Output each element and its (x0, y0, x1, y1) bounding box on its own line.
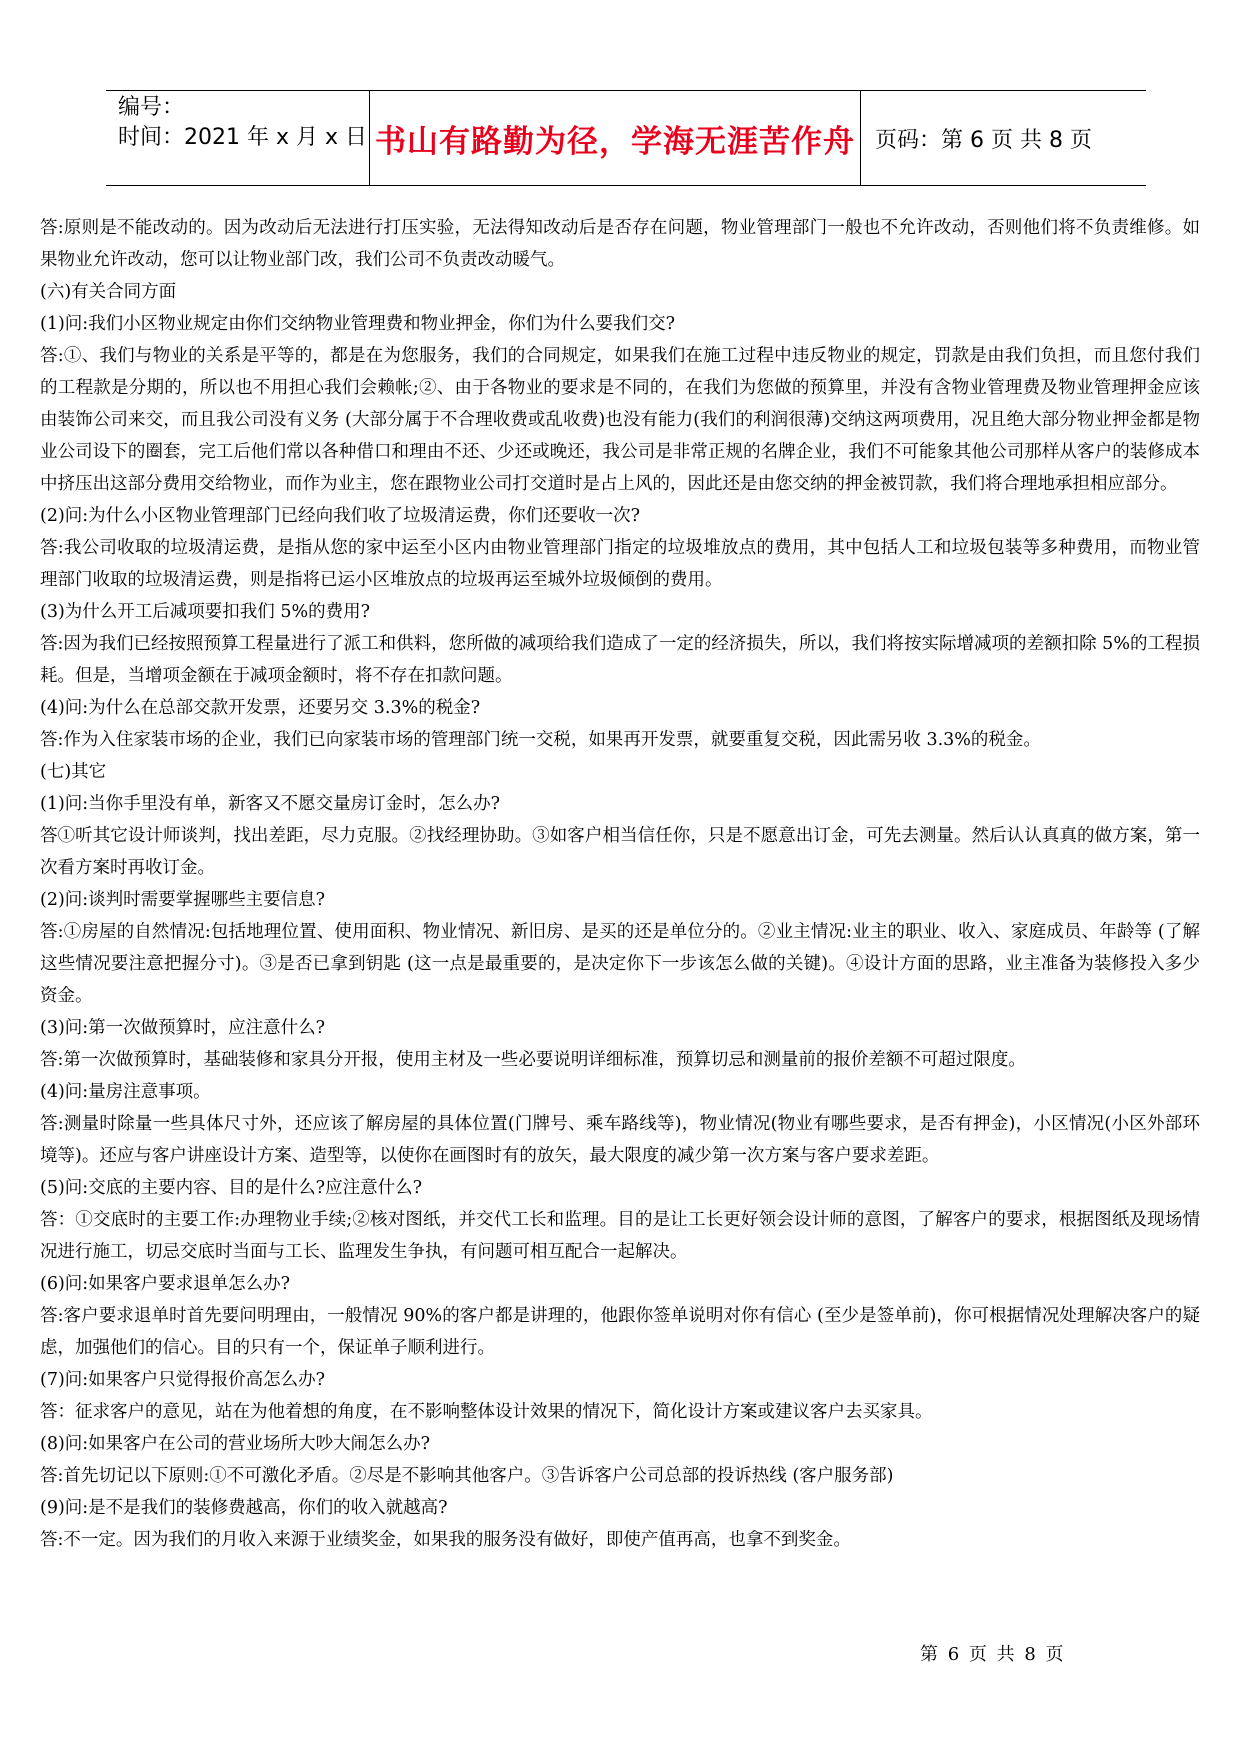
body-paragraph: 答:因为我们已经按照预算工程量进行了派工和供料，您所做的减项给我们造成了一定的经济损失，所以，我们将按实际增减项的差额扣除 5%的工程损耗。但是，当增项金额在于减项金额时，将不存在扣款问题。 (40, 634, 1200, 686)
header-page-number: 页码：第 6 页 共 8 页 (875, 127, 1092, 153)
body-paragraph: 答:不一定。因为我们的月收入来源于业绩奖金，如果我的服务没有做好，即使产值再高，也拿不到奖金。 (40, 1530, 851, 1550)
document-date-label: 时间：2021 年 x 月 x 日 (118, 125, 367, 150)
body-paragraph: (5)问:交底的主要内容、目的是什么?应注意什么? (40, 1178, 422, 1198)
body-paragraph: (1)问:我们小区物业规定由你们交纳物业管理费和物业押金，你们为什么要我们交? (40, 314, 676, 334)
body-paragraph: 答:第一次做预算时，基础装修和家具分开报，使用主材及一些必要说明详细标准，预算切忌和测量前的报价差额不可超过限度。 (40, 1050, 1026, 1070)
body-paragraph: (六)有关合同方面 (40, 282, 177, 302)
body-paragraph: (9)问:是不是我们的装修费越高，你们的收入就越高? (40, 1498, 448, 1518)
document-body (40, 212, 1200, 1556)
body-paragraph: (3)问:第一次做预算时，应注意什么? (40, 1018, 326, 1038)
body-paragraph: (4)问:为什么在总部交款开发票，还要另交 3.3%的税金? (40, 698, 481, 718)
body-paragraph: (七)其它 (40, 762, 107, 782)
body-paragraph: (8)问:如果客户在公司的营业场所大吵大闹怎么办? (40, 1434, 431, 1454)
body-paragraph: 答:我公司收取的垃圾清运费，是指从您的家中运至小区内由物业管理部门指定的垃圾堆放点的费用，其中包括人工和垃圾包装等多种费用，而物业管理部门收取的垃圾清运费，则是指将已运小区堆放点的垃圾再运至城外垃圾倾倒的费用。 (40, 538, 1200, 590)
body-paragraph: 答:原则是不能改动的。因为改动后无法进行打压实验，无法得知改动后是否存在问题，物业管理部门一般也不允许改动，否则他们将不负责维修。如果物业允许改动，您可以让物业部门改，我们公司不负责改动暖气。 (40, 218, 1200, 270)
body-paragraph: (2)问:谈判时需要掌握哪些主要信息? (40, 890, 326, 910)
body-paragraph: (2)问:为什么小区物业管理部门已经向我们收了垃圾清运费，你们还要收一次? (40, 506, 641, 526)
body-paragraph: (4)问:量房注意事项。 (40, 1082, 211, 1102)
header-motto: 书山有路勤为径，学海无涯苦作舟 (370, 91, 861, 185)
body-paragraph: (1)问:当你手里没有单，新客又不愿交量房订金时，怎么办? (40, 794, 501, 814)
body-paragraph: 答:首先切记以下原则:①不可激化矛盾。②尽是不影响其他客户。③告诉客户公司总部的投诉热线 (客户服务部) (40, 1466, 894, 1486)
body-paragraph: (7)问:如果客户只觉得报价高怎么办? (40, 1370, 326, 1390)
body-paragraph: 答:①、我们与物业的关系是平等的，都是在为您服务，我们的合同规定，如果我们在施工过程中违反物业的规定，罚款是由我们负担，而且您付我们的工程款是分期的，所以也不用担心我们会赖帐;②、由于各物业的要求是不同的，在我们为您做的预算里，并没有含物业管理费及物业管理押金应该由装饰公司来交，而且我公司没有义务 (大部分属于不合理收费或乱收费)也没有能力(我们的利润很薄)交纳这两项费用，况且绝大部分物业押金都是物业公司设下的圈套，完工后他们常以各种借口和理由不还、少还或晚还，我公司是非常正规的名牌企业，我们不可能象其他公司那样从客户的装修成本中挤压出这部分费用交给物业，而作为业主，您在跟物业公司打交道时是占上风的，因此还是由您交纳的押金被罚款，我们将合理地承担相应部分。 (40, 346, 1200, 494)
body-paragraph: 答:①房屋的自然情况:包括地理位置、使用面积、物业情况、新旧房、是买的还是单位分的。②业主情况:业主的职业、收入、家庭成员、年龄等 (了解这些情况要注意把握分寸)。③是否已拿到钥匙 (这一点是最重要的，是决定你下一步该怎么做的关键)。④设计方面的思路，业主准备为装修投入多少资金。 (40, 922, 1200, 1006)
body-paragraph: 答①听其它设计师谈判，找出差距，尽力克服。②找经理协助。③如客户相当信任你，只是不愿意出订金，可先去测量。然后认认真真的做方案，第一次看方案时再收订金。 (40, 826, 1200, 878)
body-paragraph: 答:测量时除量一些具体尺寸外，还应该了解房屋的具体位置(门牌号、乘车路线等)，物业情况(物业有哪些要求，是否有押金)，小区情况(小区外部环境等)。还应与客户讲座设计方案、造型等，以使你在画图时有的放矢，最大限度的减少第一次方案与客户要求差距。 (40, 1114, 1200, 1166)
body-paragraph: 答:作为入住家装市场的企业，我们已向家装市场的管理部门统一交税，如果再开发票，就要重复交税，因此需另收 3.3%的税金。 (40, 730, 1041, 750)
body-paragraph: (6)问:如果客户要求退单怎么办? (40, 1274, 291, 1294)
body-paragraph: 答:客户要求退单时首先要问明理由，一般情况 90%的客户都是讲理的，他跟你签单说明对你有信心 (至少是签单前)，你可根据情况处理解决客户的疑虑，加强他们的信心。目的只有一个，保证单子顺利进行。 (40, 1306, 1200, 1358)
body-paragraph: (3)为什么开工后减项要扣我们 5%的费用? (40, 602, 370, 622)
body-paragraph: 答：征求客户的意见，站在为他着想的角度，在不影响整体设计效果的情况下，简化设计方案或建议客户去买家具。 (40, 1402, 933, 1422)
page-header (106, 90, 1146, 186)
document-number-label: 编号： (118, 95, 185, 120)
footer-page-number: 第 6 页 共 8 页 (920, 1644, 1066, 1665)
body-paragraph: 答：①交底时的主要工作:办理物业手续;②核对图纸，并交代工长和监理。目的是让工长更好领会设计师的意图，了解客户的要求，根据图纸及现场情况进行施工，切忌交底时当面与工长、监理发生争执，有问题可相互配合一起解决。 (40, 1210, 1200, 1262)
header-left-cell (106, 91, 370, 185)
